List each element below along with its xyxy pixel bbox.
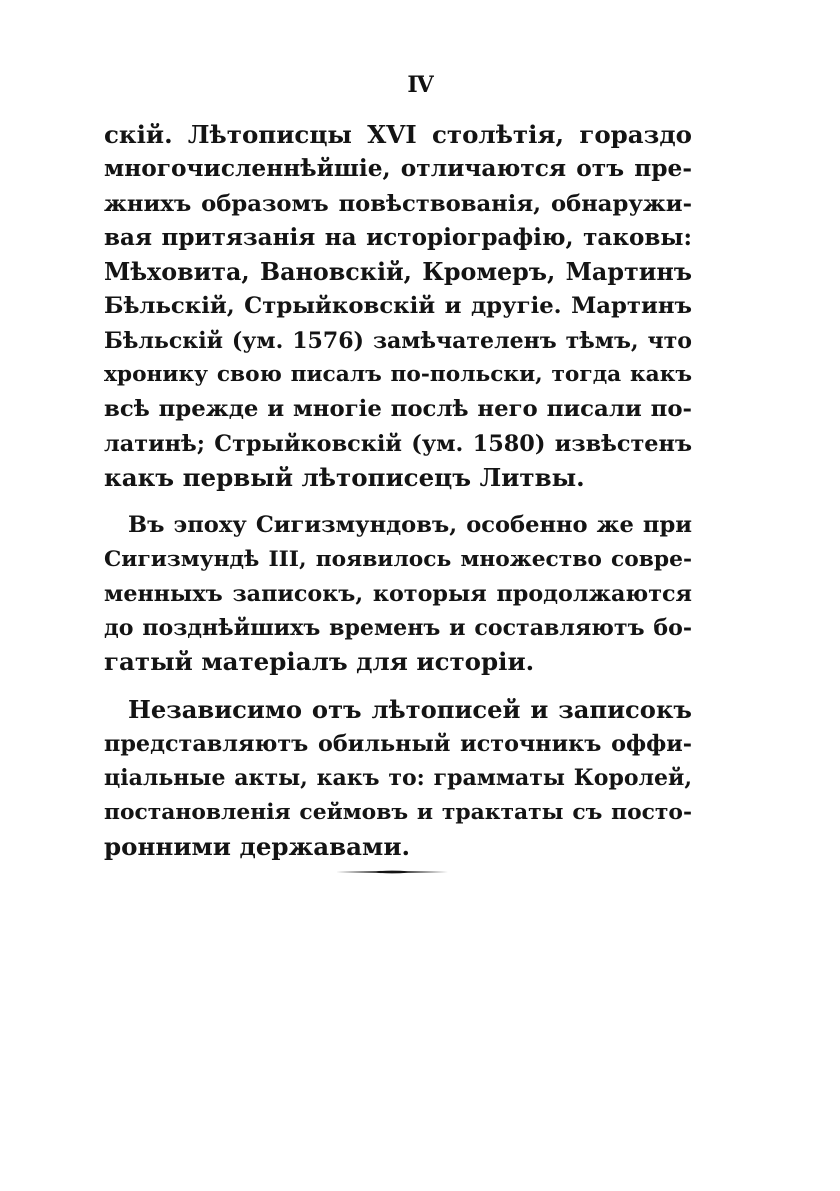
text-line: Независимо отъ лѣтописей и записокъ [128,694,692,724]
text-line: менныхъ записокъ, которыя продолжаются [104,580,692,607]
text-line: Мѣховита, Вановскій, Кромеръ, Мартинъ [104,258,692,287]
text-line: представляютъ обильный источникъ оффи- [104,731,692,758]
text-line: ронними державами. [104,831,411,861]
text-line: Въ эпоху Сигизмундовъ, особенно же при [128,512,692,539]
text-line: многочисленнѣйшіе, отличаются отъ пре- [104,155,692,183]
end-ornament-rule [336,870,448,874]
text-line: всѣ прежде и многіе послѣ него писали по- [104,396,692,423]
text-line: скій. Лѣтописцы XVI столѣтія, гораздо [104,120,692,149]
text-line: жнихъ образомъ повѣствованія, обнаружи- [104,190,692,217]
text-line: хронику свою писалъ по-польски, тогда какъ [104,362,692,388]
paragraph-chroniclers [104,118,692,495]
text-line: гатый матеріалъ для исторіи. [104,647,535,677]
text-line: ціальные акты, какъ то: грамматы Королей, [104,765,692,792]
text-line: вая притязанія на исторіографію, таковы: [104,223,692,251]
text-line: Бѣльскій, Стрыйковскій и другіе. Мартинъ [104,293,692,320]
text-line: постановленія сеймовъ и трактаты съ посто- [104,799,692,825]
text-line: латинѣ; Стрыйковскій (ум. 1580) извѣстенъ [104,430,692,457]
text-line: Сигизмундѣ III, появилось множество совре- [104,546,692,572]
page-number: IV [407,72,433,98]
body-text [104,118,692,864]
paragraph-sigismunds [104,508,692,679]
paragraph-official-acts [104,693,692,864]
text-line: Бѣльскій (ум. 1576) замѣчателенъ тѣмъ, что [104,327,692,354]
text-line: до позднѣйшихъ временъ и составляютъ бо- [104,615,692,642]
text-line: какъ первый лѣтописецъ Литвы. [104,462,585,492]
